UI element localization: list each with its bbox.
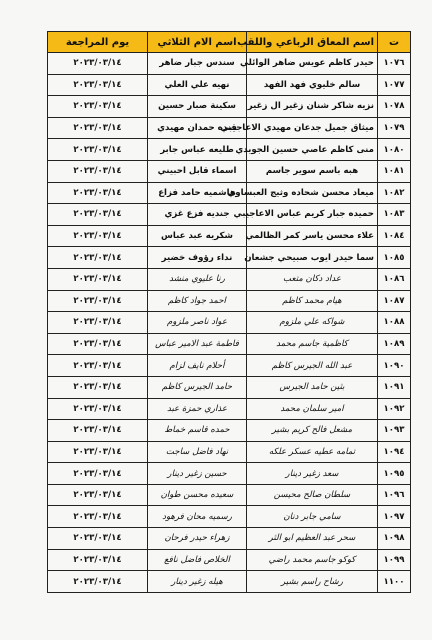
row-mother-name-cell: حامد الجيرس كاظم [148, 376, 247, 398]
row-mother-name-cell: عذاري حمزة عبد [148, 398, 247, 420]
row-mother-name-cell: عواد ناصر ملزوم [148, 312, 247, 334]
row-mother-name-cell: الخلاص فاضل نافع [148, 549, 247, 571]
table-row [48, 139, 411, 161]
table-row [48, 376, 411, 398]
row-number-cell: ١٠٩٥ [378, 463, 411, 485]
row-review-date-cell: ٢٠٢٣/٠٣/١٤ [48, 74, 148, 96]
table-row [48, 182, 411, 204]
row-full-name-cell: علاء محسن ياسر كمر الظالمي [247, 225, 378, 247]
row-review-date-cell: ٢٠٢٣/٠٣/١٤ [48, 376, 148, 398]
row-number-cell: ١٠٨٠ [378, 139, 411, 161]
table-row [48, 312, 411, 334]
row-number-cell: ١٠٧٩ [378, 117, 411, 139]
row-number-cell: ١٠٨٥ [378, 247, 411, 269]
row-full-name-cell: كاظمية جاسم محمد [247, 333, 378, 355]
row-review-date-cell: ٢٠٢٣/٠٣/١٤ [48, 247, 148, 269]
header-full-name: اسم المعاق الرباعي واللقب [247, 32, 378, 53]
row-review-date-cell: ٢٠٢٣/٠٣/١٤ [48, 139, 148, 161]
row-full-name-cell: سامي جابر دنان [247, 506, 378, 528]
row-full-name-cell: امير سلمان محمد [247, 398, 378, 420]
row-number-cell: ١٠٧٧ [378, 74, 411, 96]
table-row [48, 290, 411, 312]
row-full-name-cell: حيدر كاظم عويس ضاهر الوائلي [247, 53, 378, 75]
row-full-name-cell: هيام محمد كاظم [247, 290, 378, 312]
row-full-name-cell: ميعاد محسن شحاده وثيج العبساوي [247, 182, 378, 204]
row-number-cell: ١٠٨٢ [378, 182, 411, 204]
table-row [48, 463, 411, 485]
row-full-name-cell: هبه باسم سوير جاسم [247, 160, 378, 182]
table-row [48, 53, 411, 75]
table-row [48, 398, 411, 420]
row-review-date-cell: ٢٠٢٣/٠٣/١٤ [48, 355, 148, 377]
row-mother-name-cell: فاطمة عبد الامير عباس [148, 333, 247, 355]
table-row [48, 247, 411, 269]
row-review-date-cell: ٢٠٢٣/٠٣/١٤ [48, 571, 148, 593]
table-row [48, 268, 411, 290]
row-number-cell: ١٠٩١ [378, 376, 411, 398]
row-review-date-cell: ٢٠٢٣/٠٣/١٤ [48, 160, 148, 182]
row-mother-name-cell: نهيه علي العلي [148, 74, 247, 96]
row-mother-name-cell: رنا عليوي منشد [148, 268, 247, 290]
row-full-name-cell: سعد زغير دينار [247, 463, 378, 485]
table-row [48, 528, 411, 550]
row-review-date-cell: ٢٠٢٣/٠٣/١٤ [48, 528, 148, 550]
row-review-date-cell: ٢٠٢٣/٠٣/١٤ [48, 484, 148, 506]
row-full-name-cell: مشعل فالح كريم بشير [247, 420, 378, 442]
row-number-cell: ١٠٩٩ [378, 549, 411, 571]
table-row [48, 160, 411, 182]
row-full-name-cell: بثين حامد الجيرس [247, 376, 378, 398]
row-mother-name-cell: سكينة صبار حسين [148, 96, 247, 118]
row-number-cell: ١٠٨٣ [378, 204, 411, 226]
row-mother-name-cell: هاشميه حامد فزاع [148, 182, 247, 204]
row-full-name-cell: نزيه شاكر شنان زغير ال زغير [247, 96, 378, 118]
row-review-date-cell: ٢٠٢٣/٠٣/١٤ [48, 268, 148, 290]
row-review-date-cell: ٢٠٢٣/٠٣/١٤ [48, 398, 148, 420]
row-full-name-cell: كوكو جاسم محمد راضي [247, 549, 378, 571]
table-row [48, 225, 411, 247]
row-number-cell: ١٠٩٢ [378, 398, 411, 420]
table-row [48, 117, 411, 139]
row-review-date-cell: ٢٠٢٣/٠٣/١٤ [48, 117, 148, 139]
header-number: ت [378, 32, 411, 53]
row-full-name-cell: سلطان صالح محيسن [247, 484, 378, 506]
row-full-name-cell: منى كاظم عاصي حسين الجويدي [247, 139, 378, 161]
row-full-name-cell: حميده جبار كريم عباس الاعاجيبي [247, 204, 378, 226]
table-header-row [48, 32, 411, 53]
row-number-cell: ١٠٩٣ [378, 420, 411, 442]
row-full-name-cell: سما حيدر ايوب صبيحي جشعان [247, 247, 378, 269]
header-review-date: يوم المراجعة [48, 32, 148, 53]
row-number-cell: ١٠٧٨ [378, 96, 411, 118]
row-number-cell: ١٠٩٨ [378, 528, 411, 550]
row-mother-name-cell: نهاد فاضل ساجت [148, 441, 247, 463]
beneficiary-table [47, 31, 411, 593]
row-review-date-cell: ٢٠٢٣/٠٣/١٤ [48, 225, 148, 247]
table-row [48, 333, 411, 355]
row-mother-name-cell: حمده قاسم خماط [148, 420, 247, 442]
table-row [48, 355, 411, 377]
row-review-date-cell: ٢٠٢٣/٠٣/١٤ [48, 182, 148, 204]
row-review-date-cell: ٢٠٢٣/٠٣/١٤ [48, 463, 148, 485]
row-review-date-cell: ٢٠٢٣/٠٣/١٤ [48, 549, 148, 571]
row-number-cell: ١٠٩٠ [378, 355, 411, 377]
row-full-name-cell: رشاح راسم بشير [247, 571, 378, 593]
row-review-date-cell: ٢٠٢٣/٠٣/١٤ [48, 53, 148, 75]
table-row [48, 96, 411, 118]
row-full-name-cell: عداد دكان متعب [247, 268, 378, 290]
row-mother-name-cell: جنديه فزع غزي [148, 204, 247, 226]
row-full-name-cell: سحر عبد العظيم ابو الثر [247, 528, 378, 550]
row-review-date-cell: ٢٠٢٣/٠٣/١٤ [48, 506, 148, 528]
row-number-cell: ١٠٨٩ [378, 333, 411, 355]
row-number-cell: ١٠٨٦ [378, 268, 411, 290]
table-row [48, 420, 411, 442]
row-number-cell: ١٠٨٤ [378, 225, 411, 247]
row-mother-name-cell: زهراء حيدر فرحان [148, 528, 247, 550]
row-number-cell: ١٠٨٧ [378, 290, 411, 312]
row-mother-name-cell: أحلام نايف لزام [148, 355, 247, 377]
row-mother-name-cell: شكريه عبد عباس [148, 225, 247, 247]
row-review-date-cell: ٢٠٢٣/٠٣/١٤ [48, 333, 148, 355]
row-number-cell: ١١٠٠ [378, 571, 411, 593]
table-row [48, 549, 411, 571]
row-full-name-cell: سالم خليوي فهد الفهد [247, 74, 378, 96]
row-mother-name-cell: سعيده محسن طوان [148, 484, 247, 506]
table-row [48, 441, 411, 463]
row-mother-name-cell: رسميه محان فرهود [148, 506, 247, 528]
table-row [48, 74, 411, 96]
table-body [48, 53, 411, 593]
row-number-cell: ١٠٩٤ [378, 441, 411, 463]
table-row [48, 571, 411, 593]
row-mother-name-cell: هيله زغير دينار [148, 571, 247, 593]
row-mother-name-cell: طليعه عباس جابر [148, 139, 247, 161]
row-full-name-cell: شواكه علي ملزوم [247, 312, 378, 334]
row-full-name-cell: ميثاق جميل جدعان مهيدي الاعاجيبي [247, 117, 378, 139]
row-number-cell: ١٠٨٨ [378, 312, 411, 334]
row-mother-name-cell: حسين زغير دينار [148, 463, 247, 485]
row-review-date-cell: ٢٠٢٣/٠٣/١٤ [48, 441, 148, 463]
row-review-date-cell: ٢٠٢٣/٠٣/١٤ [48, 312, 148, 334]
row-mother-name-cell: اسماء قابل احبيني [148, 160, 247, 182]
row-review-date-cell: ٢٠٢٣/٠٣/١٤ [48, 420, 148, 442]
row-mother-name-cell: سندس جبار ضاهر [148, 53, 247, 75]
table-row [48, 506, 411, 528]
table-row [48, 484, 411, 506]
row-full-name-cell: تمامه عطيه عسكر علكه [247, 441, 378, 463]
header-mother-name: اسم الام الثلاثي [148, 32, 247, 53]
row-number-cell: ١٠٨١ [378, 160, 411, 182]
row-mother-name-cell: نداء رؤوف خضير [148, 247, 247, 269]
table-row [48, 204, 411, 226]
row-review-date-cell: ٢٠٢٣/٠٣/١٤ [48, 96, 148, 118]
row-number-cell: ١٠٩٦ [378, 484, 411, 506]
row-mother-name-cell: احمد جواد كاظم [148, 290, 247, 312]
row-review-date-cell: ٢٠٢٣/٠٣/١٤ [48, 290, 148, 312]
row-number-cell: ١٠٧٦ [378, 53, 411, 75]
row-mother-name-cell: قنده حمدان مهيدي [148, 117, 247, 139]
row-review-date-cell: ٢٠٢٣/٠٣/١٤ [48, 204, 148, 226]
row-number-cell: ١٠٩٧ [378, 506, 411, 528]
row-full-name-cell: عبد الله الجيرس كاظم [247, 355, 378, 377]
